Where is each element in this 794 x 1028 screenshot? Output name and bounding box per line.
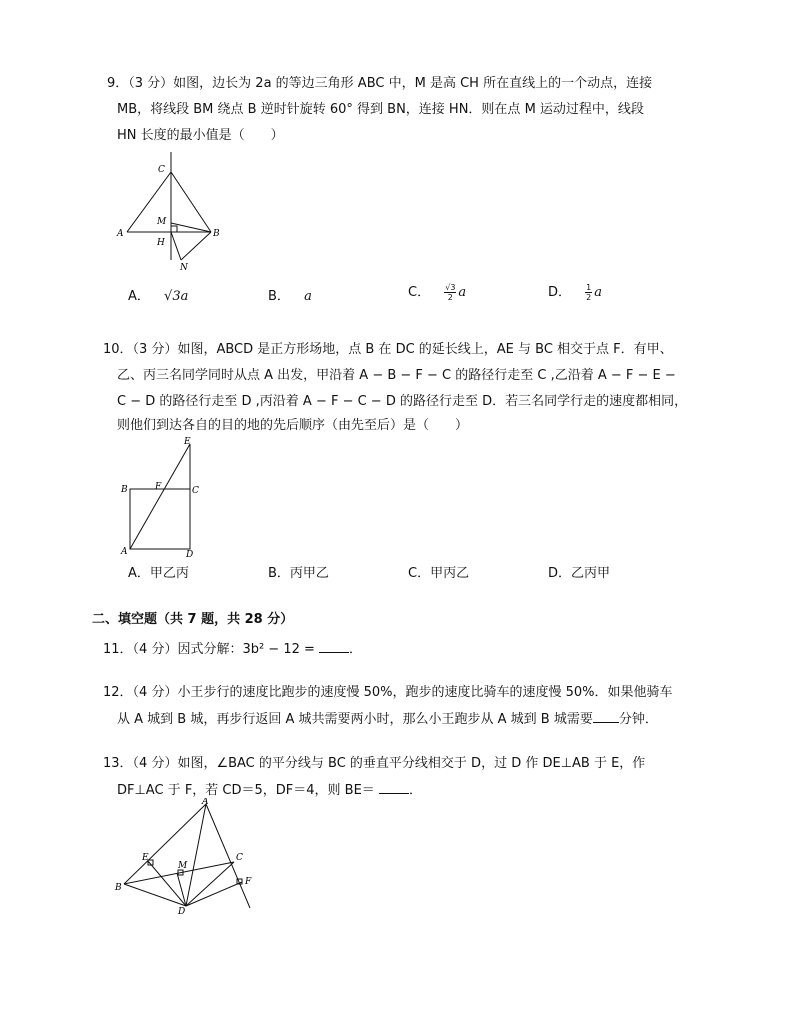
q13-line-2-tail: ．: [408, 783, 422, 798]
q13-label-a: A: [202, 798, 209, 807]
q13-figure: [110, 798, 270, 923]
q10-line-4: 则他们到达各自的目的地的先后顺序（由先至后）是（ ）: [117, 418, 469, 433]
q10-option-a[interactable]: [128, 566, 189, 582]
q13-line-2-text: DF⊥AC 于 F，若 CD＝5，DF＝4，则 BE＝: [117, 783, 379, 798]
q10-option-a-value: 甲乙丙: [149, 566, 189, 581]
q12-line-1: 12．（4 分）小王步行的速度比跑步的速度慢 50%，跑步的速度比骑车的速度慢 50%．如果他骑车: [103, 685, 673, 700]
q9-option-d[interactable]: [548, 283, 602, 302]
q13-label-b: B: [115, 883, 122, 893]
q10-option-a-label: A．: [128, 566, 150, 581]
q9-option-c-label: C．: [408, 285, 431, 300]
q13-line-ab: [124, 804, 206, 884]
q10-square: [130, 489, 190, 549]
q10-option-d-value: 乙丙甲: [571, 566, 611, 581]
q9-label-h: H: [157, 238, 165, 248]
q9-seg-bn: [181, 232, 211, 260]
q9-line-2: MB，将线段 BM 绕点 B 逆时针旋转 60° 得到 BN，连接 HN．则在点 M 运动过程中，线段: [117, 102, 644, 117]
q9-seg-hn: [171, 232, 181, 260]
q10-line-1: 10．（3 分）如图，ABCD 是正方形场地，点 B 在 DC 的延长线上，AE 与 BC 相交于点 F．有甲、: [103, 342, 673, 357]
q10-option-d[interactable]: [548, 566, 610, 582]
q10-label-a: A: [121, 547, 128, 557]
q9-option-c-fraction: [444, 283, 456, 302]
q9-option-b-label: B．: [268, 289, 290, 304]
q9-option-d-var: a: [594, 285, 603, 300]
q10-label-e: E: [184, 437, 191, 447]
q10-line-3: C − D 的路径行走至 D ,丙沿着 A − F − C − D 的路径行走至 D．若三名同学行走的速度都相同，: [117, 394, 688, 409]
q13-line-df: [186, 882, 242, 906]
q9-label-b: B: [213, 229, 220, 239]
q10-option-b-label: B．: [268, 566, 290, 581]
q10-option-b[interactable]: [268, 566, 329, 582]
q9-option-c-numerator: √3: [445, 283, 456, 292]
q9-line-3: HN 长度的最小值是（ ）: [117, 128, 284, 143]
q13-label-c: C: [236, 853, 243, 863]
q9-option-d-fraction: [585, 283, 592, 302]
q9-option-a[interactable]: [128, 289, 188, 305]
q11-tail: ．: [349, 642, 363, 657]
q10-label-c: C: [192, 486, 199, 496]
q9-option-d-label: D．: [548, 285, 572, 300]
q12-line-2-tail: 分钟．: [618, 712, 658, 727]
q10-figure: [118, 436, 208, 561]
q13-answer-blank[interactable]: [379, 781, 409, 794]
q9-figure: [113, 150, 233, 275]
q10-option-b-value: 丙甲乙: [289, 566, 329, 581]
q10-label-b: B: [121, 485, 128, 495]
q9-right-angle: [171, 226, 177, 232]
q10-line-2: 乙、丙三名同学同时从点 A 出发，甲沿着 A − B − F − C 的路径行走至 C ,乙沿着 A − F − E −: [117, 368, 676, 383]
q9-option-c-denominator: 2: [447, 293, 453, 302]
q9-label-m: M: [157, 217, 167, 227]
q13-line-ac: [206, 804, 250, 908]
q9-label-a: A: [117, 229, 124, 239]
q10-option-c[interactable]: [408, 566, 469, 582]
q13-label-f: F: [245, 877, 252, 887]
q13-line-1: 13．（4 分）如图，∠BAC 的平分线与 BC 的垂直平分线相交于 D，过 D 作 DE⊥AB 于 E，作: [103, 756, 646, 771]
q11-answer-blank[interactable]: [319, 640, 349, 653]
q13-label-e: E: [142, 853, 149, 863]
q9-label-c: C: [158, 165, 165, 175]
q9-option-d-denominator: 2: [586, 293, 592, 302]
q11-line: [103, 640, 362, 658]
q13-label-d: D: [178, 907, 186, 917]
q12-answer-blank[interactable]: [593, 710, 619, 723]
q13-label-m: M: [178, 861, 188, 871]
q9-option-d-numerator: 1: [586, 283, 592, 292]
q10-label-d: D: [186, 550, 194, 560]
q9-option-a-label: A．: [128, 289, 150, 304]
q9-label-n: N: [180, 263, 188, 273]
section-title-fill-in: 二、填空题（共 7 题，共 28 分）: [92, 612, 294, 627]
q9-option-b-value: a: [304, 289, 312, 304]
q9-option-c[interactable]: [408, 283, 466, 302]
q9-option-a-value: √3a: [164, 289, 189, 304]
q10-option-d-label: D．: [548, 566, 572, 581]
q11-text: 11．（4 分）因式分解：3b² − 12 =: [103, 642, 320, 657]
q12-line-2: [117, 710, 658, 728]
q13-line-2: [117, 781, 422, 799]
q12-line-2-text: 从 A 城到 B 城，再步行返回 A 城共需要两小时，那么小王跑步从 A 城到 B 城需要: [117, 712, 593, 727]
q9-option-c-var: a: [458, 285, 467, 300]
q10-seg-ae: [130, 444, 190, 549]
q10-option-c-value: 甲丙乙: [430, 566, 470, 581]
q9-option-b[interactable]: [268, 289, 312, 305]
q10-option-c-label: C．: [408, 566, 431, 581]
q9-side-bc: [171, 172, 211, 232]
q10-label-f: F: [155, 482, 162, 492]
q9-line-1: 9．（3 分）如图，边长为 2a 的等边三角形 ABC 中，M 是高 CH 所在直线上的一个动点，连接: [107, 76, 653, 91]
